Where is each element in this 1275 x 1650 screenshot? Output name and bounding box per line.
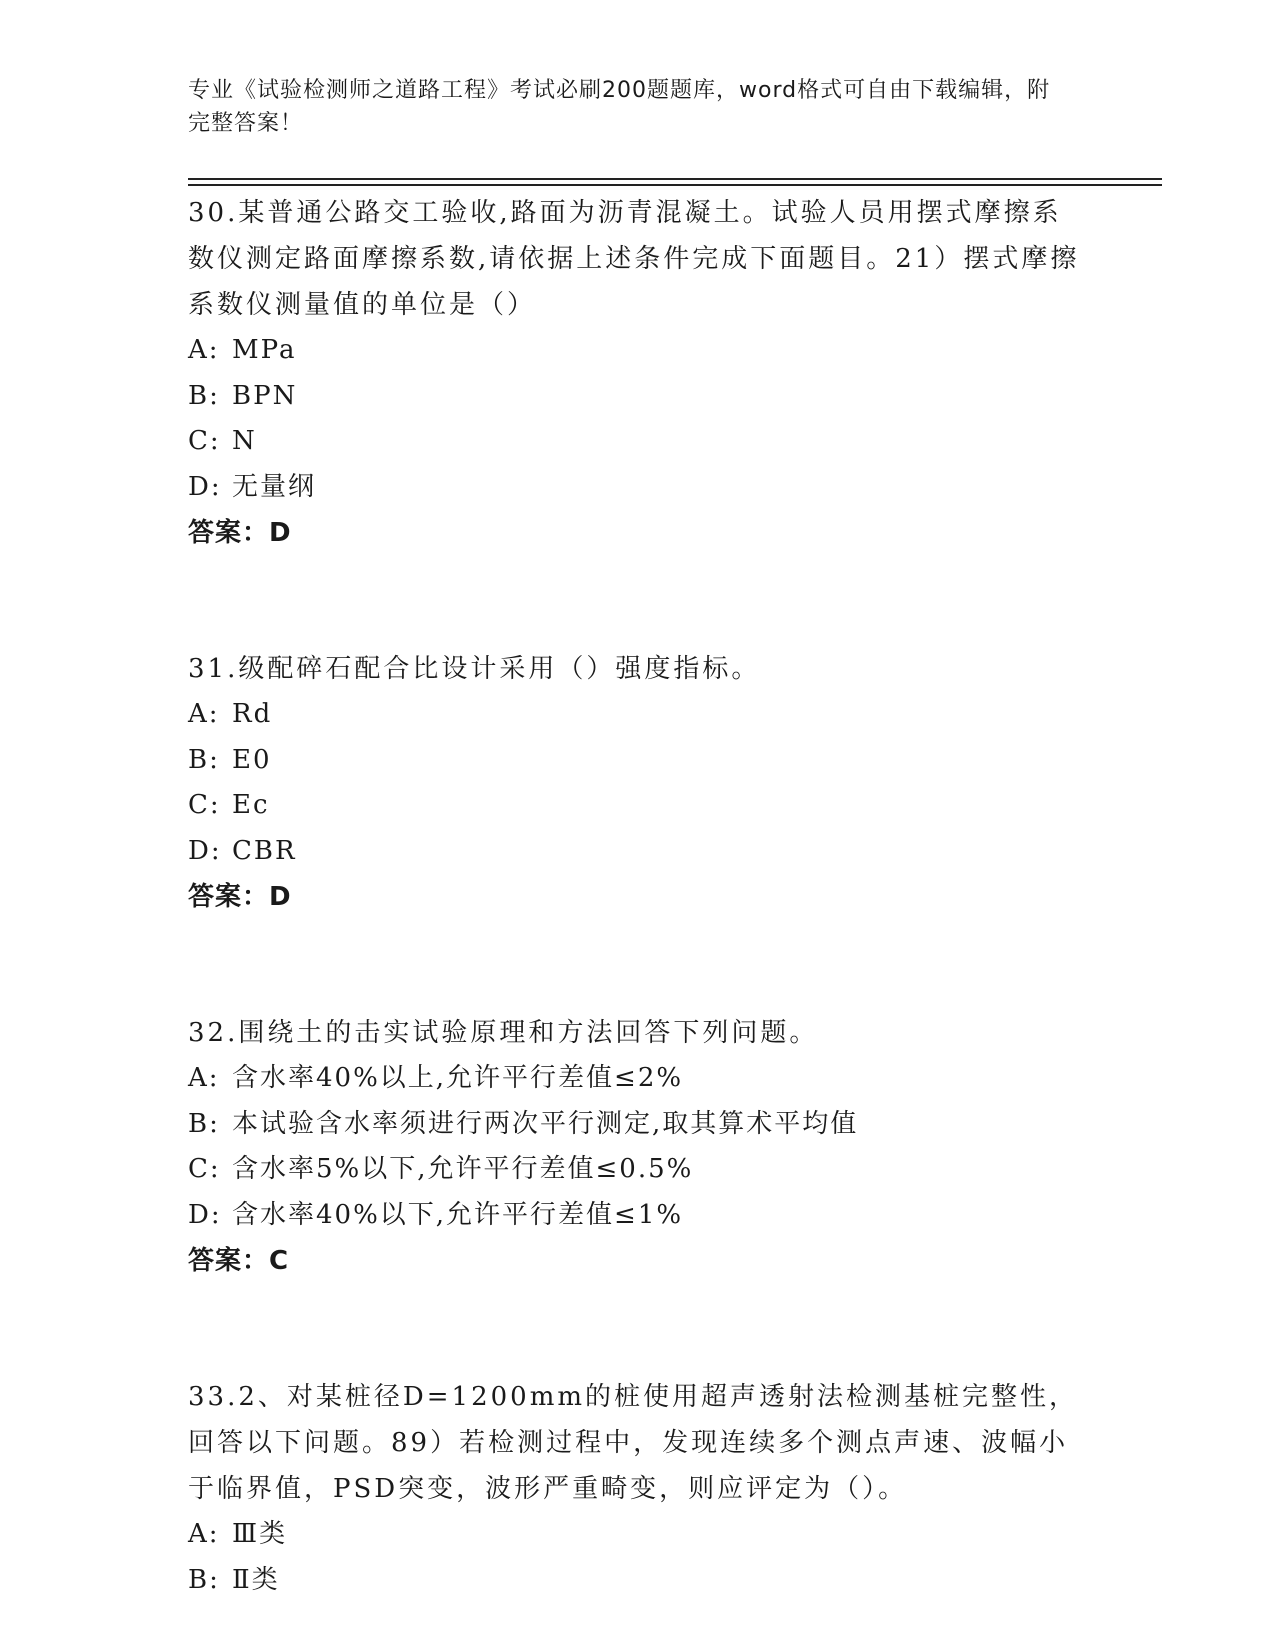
option-text: E0: [232, 744, 272, 775]
header-note: 专业《试验检测师之道路工程》考试必刷200题题库，word格式可自由下载编辑，附完整答案！: [188, 78, 1051, 136]
option-text: 含水率40%以上,允许平行差值≤2%: [232, 1063, 684, 1093]
option-c: [188, 1147, 1088, 1193]
header-divider-top: [188, 178, 1162, 180]
spacer: [188, 920, 1088, 1008]
question-31: [188, 644, 1088, 920]
option-letter: C:: [188, 426, 221, 456]
option-letter: B:: [188, 1108, 220, 1139]
question-stem: 30.某普通公路交工验收,路面为沥青混凝土。试验人员用摆式摩擦系数仪测定路面摩擦系数,请依据上述条件完成下面题目。21）摆式摩擦系数仪测量值的单位是（）: [188, 198, 1080, 320]
answer: 答案：D: [188, 518, 292, 548]
option-d: [188, 829, 1088, 875]
option-text: MPa: [232, 335, 297, 365]
option-d: [188, 1193, 1088, 1239]
option-d: [188, 465, 1088, 511]
spacer: [188, 1284, 1088, 1372]
option-letter: B:: [188, 1564, 220, 1595]
option-letter: B:: [188, 744, 220, 775]
option-text: Rd: [232, 699, 273, 729]
option-letter: A:: [188, 1063, 220, 1093]
option-a: [188, 1056, 1088, 1102]
question-33: [188, 1372, 1088, 1603]
option-text: N: [232, 426, 257, 456]
question-stem: 33.2、对某桩径D=1200mm的桩使用超声透射法检测基桩完整性，回答以下问题。89）若检测过程中，发现连续多个测点声速、波幅小于临界值，PSD突变，波形严重畸变，则应评定为（）。: [188, 1382, 1078, 1504]
spacer: [188, 556, 1088, 644]
option-text: 无量纲: [232, 471, 317, 502]
option-text: Ⅱ类: [232, 1564, 280, 1595]
option-text: CBR: [232, 835, 297, 866]
question-32: [188, 1008, 1088, 1284]
answer: 答案：C: [188, 1246, 290, 1276]
option-letter: C:: [188, 1154, 221, 1184]
question-stem: 31.级配碎石配合比设计采用（）强度指标。: [188, 654, 761, 684]
option-c: [188, 783, 1088, 829]
option-a: [188, 1512, 1088, 1558]
option-b: [188, 1102, 1088, 1148]
option-letter: C:: [188, 790, 221, 820]
option-letter: D:: [188, 835, 222, 866]
option-a: [188, 328, 1088, 374]
option-letter: A:: [188, 335, 220, 365]
option-text: 本试验含水率须进行两次平行测定,取其算术平均值: [232, 1108, 859, 1139]
option-letter: D:: [188, 471, 222, 502]
option-letter: A:: [188, 1519, 220, 1549]
header-divider-bottom: [188, 184, 1162, 186]
option-a: [188, 692, 1088, 738]
option-letter: B:: [188, 380, 220, 411]
option-c: [188, 419, 1088, 465]
option-letter: D:: [188, 1199, 222, 1230]
option-text: 含水率5%以下,允许平行差值≤0.5%: [232, 1154, 694, 1184]
option-b: [188, 1558, 1088, 1604]
option-text: Ec: [232, 790, 270, 820]
option-text: BPN: [232, 380, 298, 411]
question-list: [188, 188, 1088, 1603]
question-30: [188, 188, 1088, 556]
answer: 答案：D: [188, 882, 292, 912]
option-letter: A:: [188, 699, 220, 729]
option-text: 含水率40%以下,允许平行差值≤1%: [232, 1199, 684, 1230]
option-b: [188, 374, 1088, 420]
question-stem: 32.围绕土的击实试验原理和方法回答下列问题。: [188, 1018, 819, 1048]
option-b: [188, 738, 1088, 784]
option-text: Ⅲ类: [232, 1519, 288, 1549]
